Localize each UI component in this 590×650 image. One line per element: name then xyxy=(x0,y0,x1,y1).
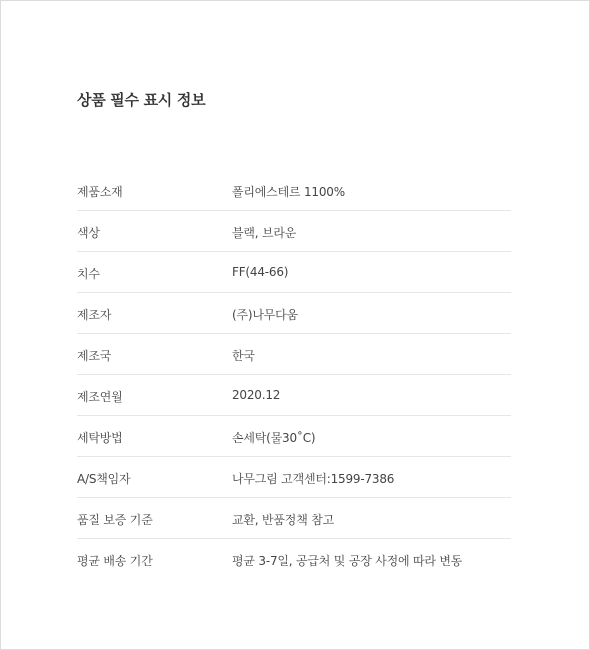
table-row-color xyxy=(77,211,511,252)
row-value: 교환, 반품정책 참고 xyxy=(232,513,334,527)
row-label: 제조연월 xyxy=(77,390,123,404)
table-row-country xyxy=(77,334,511,375)
table-row-washing xyxy=(77,416,511,457)
row-label: 제품소재 xyxy=(77,185,123,199)
row-label: 치수 xyxy=(77,267,100,281)
row-label: 품질 보증 기준 xyxy=(77,513,153,527)
row-value: FF(44-66) xyxy=(232,265,289,279)
table-row-delivery-period xyxy=(77,539,511,579)
row-value: 블랙, 브라운 xyxy=(232,226,297,240)
row-value: 손세탁(물30˚C) xyxy=(232,431,316,445)
table-row-manufacturer xyxy=(77,293,511,334)
row-label: A/S책임자 xyxy=(77,472,131,486)
row-label: 평균 배송 기간 xyxy=(77,554,153,568)
row-value: 폴리에스테르 1100% xyxy=(232,185,345,199)
section-title: 상품 필수 표시 정보 xyxy=(77,91,206,109)
table-row-quality-guarantee xyxy=(77,498,511,539)
row-label: 색상 xyxy=(77,226,100,240)
row-value: 2020.12 xyxy=(232,388,281,402)
table-row-material xyxy=(77,170,511,211)
row-value: 평균 3-7일, 공급처 및 공장 사정에 따라 변동 xyxy=(232,554,463,568)
product-info-table xyxy=(77,170,511,579)
table-row-size xyxy=(77,252,511,293)
row-value: (주)나무다움 xyxy=(232,308,298,322)
row-label: 세탁방법 xyxy=(77,431,123,445)
row-label: 제조자 xyxy=(77,308,112,322)
row-value: 한국 xyxy=(232,349,255,363)
table-row-as-contact xyxy=(77,457,511,498)
row-value: 나무그림 고객센터:1599-7386 xyxy=(232,472,395,486)
table-row-manufacture-date xyxy=(77,375,511,416)
row-label: 제조국 xyxy=(77,349,112,363)
